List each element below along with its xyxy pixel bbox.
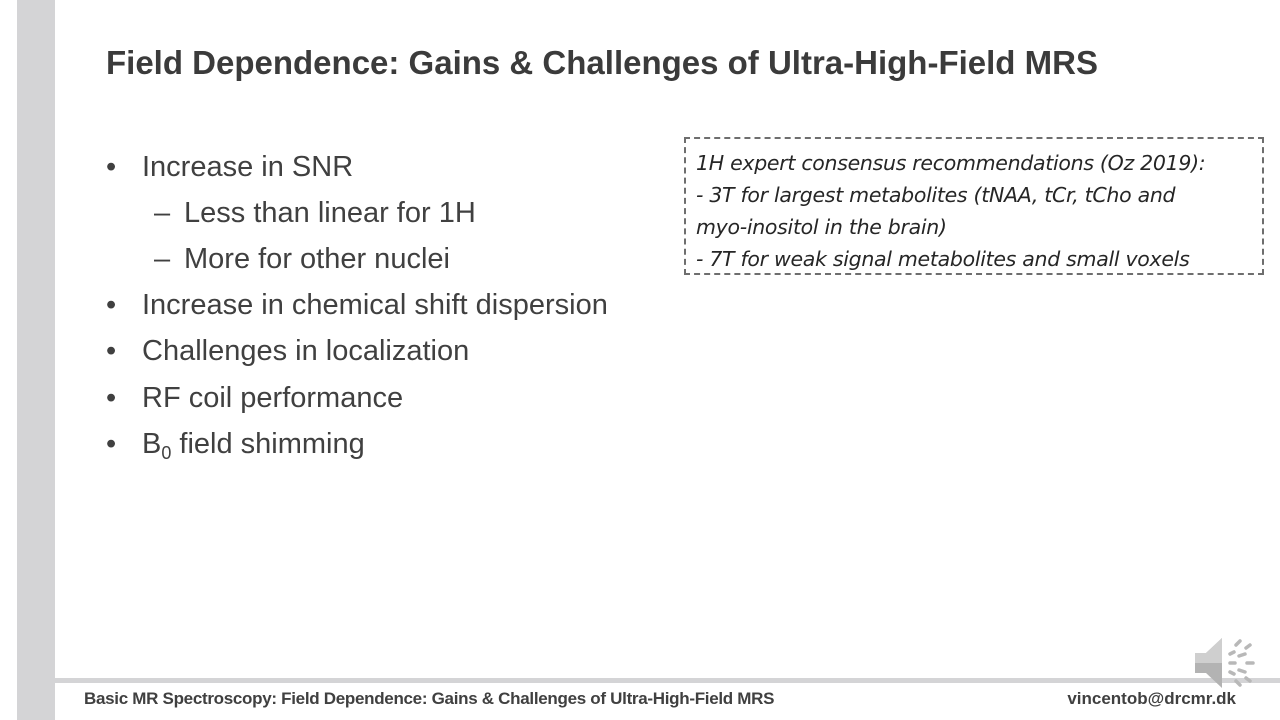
bullet-text	[142, 428, 365, 461]
bullet-marker: •	[106, 335, 117, 367]
bullet-marker: •	[106, 151, 117, 183]
slide-left-bar	[17, 0, 55, 720]
sub-bullet-marker: –	[154, 197, 171, 229]
speaker-icon-graphic	[1192, 634, 1256, 692]
sub-bullet-marker: –	[154, 243, 171, 275]
bullet-text: Increase in chemical shift dispersion	[142, 289, 608, 321]
b0-symbol: B	[142, 428, 162, 460]
note-line: - 7T for weak signal metabolites and small voxels	[696, 247, 1190, 271]
consensus-note-box	[684, 137, 1264, 275]
note-line: - 3T for largest metabolites (tNAA, tCr, tCho and	[696, 183, 1176, 207]
note-line: 1H expert consensus recommendations (Oz 2019):	[696, 151, 1206, 175]
b0-subscript: 0	[161, 443, 172, 463]
bullet-text: Challenges in localization	[142, 335, 470, 367]
bullet-marker: •	[106, 289, 117, 321]
bullet-marker: •	[106, 428, 117, 460]
footer-email: vincentob@drcmr.dk	[1067, 689, 1236, 708]
bullet-marker: •	[106, 382, 117, 414]
slide-title: Field Dependence: Gains & Challenges of Ultra-High-Field MRS	[106, 44, 1098, 81]
sub-bullet-text: Less than linear for 1H	[184, 197, 476, 229]
sub-bullet-text: More for other nuclei	[184, 243, 450, 275]
footer-divider	[55, 678, 1280, 683]
note-line: myo-inositol in the brain)	[696, 215, 947, 239]
b0-text: field shimming	[171, 428, 365, 460]
bullet-text: Increase in SNR	[142, 151, 354, 183]
bullet-text: RF coil performance	[142, 382, 404, 414]
footer-title: Basic MR Spectroscopy: Field Dependence: Gains & Challenges of Ultra-High-Field MRS	[84, 689, 775, 708]
speaker-icon[interactable]	[1192, 634, 1256, 692]
